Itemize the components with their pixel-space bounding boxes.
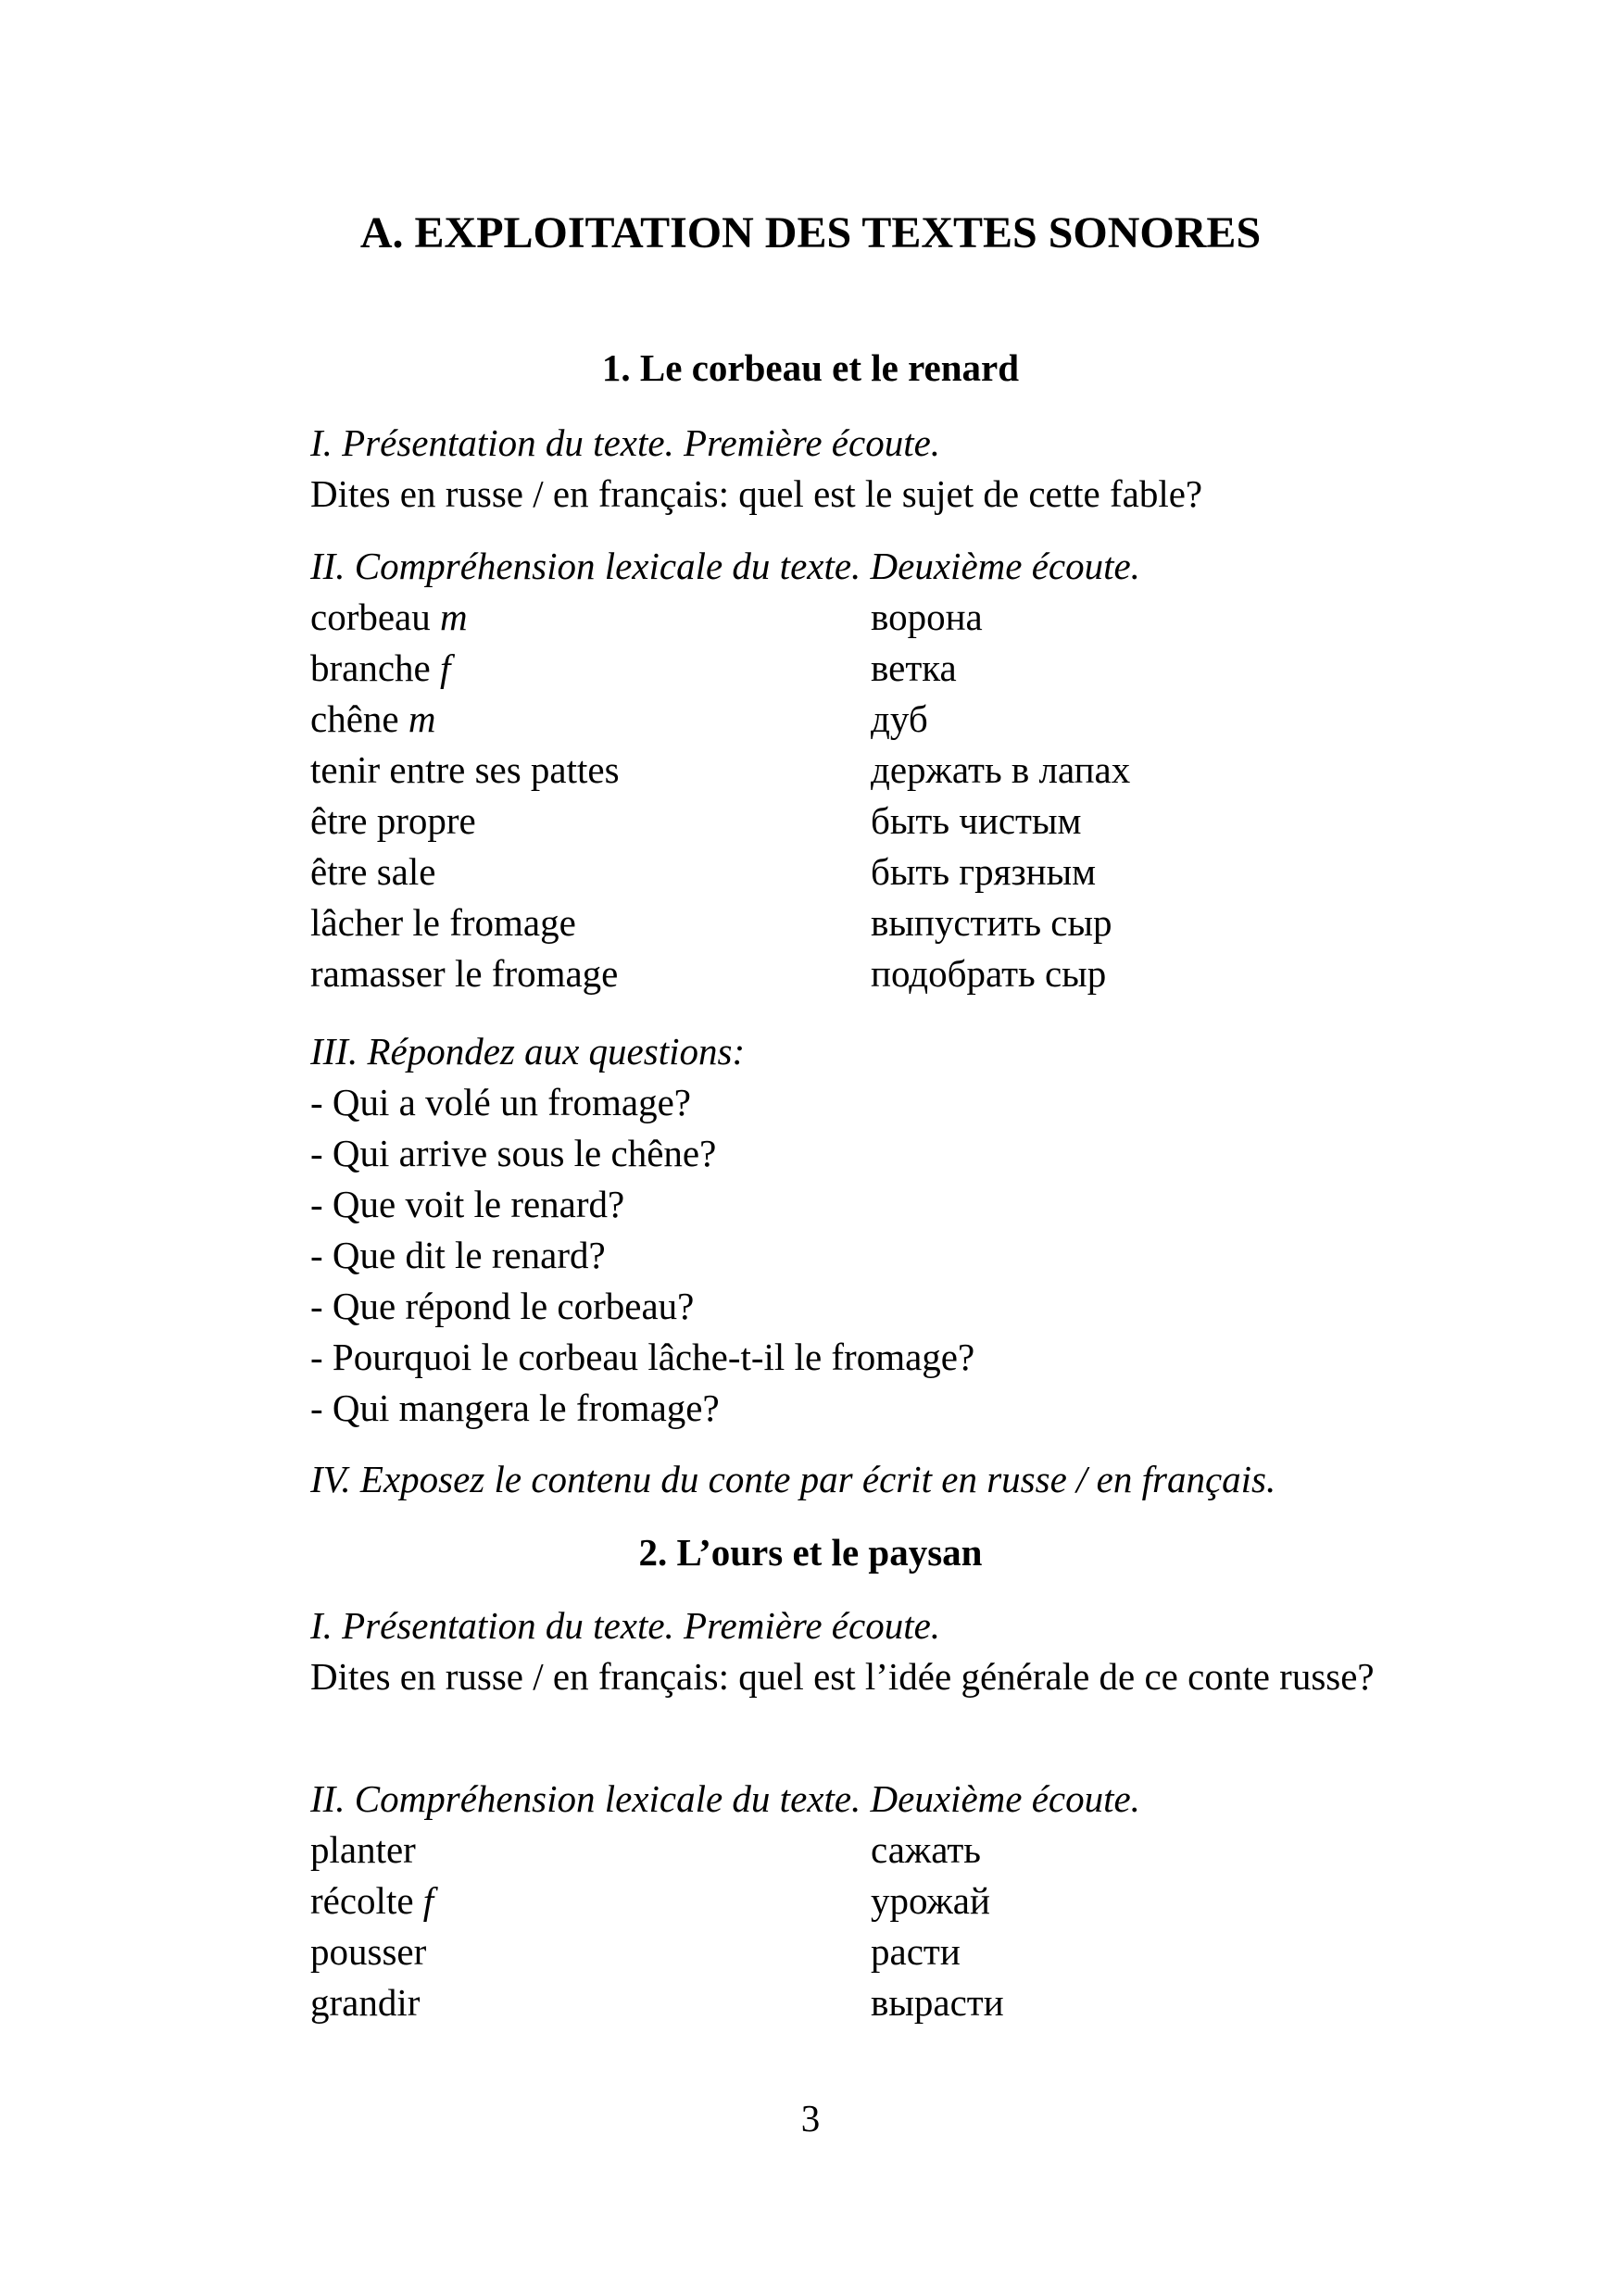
question-item: - Qui a volé un fromage? [310,1081,691,1123]
vocab-russian: вырасти [871,1981,1004,2024]
vocab-french: être sale [310,850,436,893]
vocab-french: récolte [310,1879,414,1922]
section-2-presentation [310,1600,1422,1702]
question-item: - Que voit le renard? [310,1183,625,1225]
vocab-gender: f [422,1879,434,1922]
section-1-lexical [310,541,1422,999]
vocab-row [310,1926,1422,1977]
page-title: A. EXPLOITATION DES TEXTES SONORES [359,208,1262,257]
vocab-row [310,897,1422,948]
vocab-french: tenir entre ses pattes [310,748,620,791]
vocab-row [310,1825,1422,1876]
section-2-lexical [310,1774,1422,2028]
presentation-heading: I. Présentation du texte. Première écoute. [310,1604,941,1647]
vocab-row [310,796,1422,847]
exposition-instruction: IV. Exposez le contenu du conte par écrit en russe / en français. [310,1458,1276,1500]
question-item: - Pourquoi le corbeau lâche-t-il le fromage? [310,1336,975,1378]
question-item: - Que dit le renard? [310,1234,606,1276]
section-1-presentation [310,418,1422,520]
vocab-russian: ветка [871,646,957,689]
question-item: - Que répond le corbeau? [310,1285,695,1327]
vocab-row [310,643,1422,694]
presentation-text: Dites en russe / en français: quel est l’idée générale de ce conte russe? [310,1655,1375,1698]
vocab-list [310,592,1422,999]
section-1-exposition [310,1454,1422,1505]
vocab-russian: дуб [871,697,928,740]
vocab-row [310,1876,1422,1926]
vocab-french: lâcher le fromage [310,901,576,944]
presentation-text: Dites en russe / en français: quel est le sujet de cette fable? [310,472,1203,515]
lexical-heading: II. Compréhension lexicale du texte. Deuxième écoute. [310,1777,1140,1820]
vocab-french: branche [310,646,431,689]
questions-heading: III. Répondez aux questions: [310,1030,746,1073]
question-item: - Qui arrive sous le chêne? [310,1132,717,1174]
vocab-russian: подобрать сыр [871,952,1107,995]
vocab-gender: m [440,596,468,638]
vocab-list [310,1825,1422,2028]
vocab-french: corbeau [310,596,431,638]
vocab-row [310,1977,1422,2028]
vocab-row [310,592,1422,643]
vocab-russian: урожай [871,1879,990,1922]
page-number: 3 [800,2097,821,2139]
vocab-russian: ворона [871,596,983,638]
vocab-gender: f [440,646,451,689]
lexical-heading: II. Compréhension lexicale du texte. Deuxième écoute. [310,545,1140,587]
section-1-questions [310,1026,1422,1434]
vocab-french: pousser [310,1930,427,1973]
section-2-title: 2. L’ours et le paysan [638,1531,983,1574]
vocab-row [310,948,1422,999]
vocab-gender: m [408,697,436,740]
vocab-row [310,745,1422,796]
vocab-russian: быть грязным [871,850,1097,893]
question-item: - Qui mangera le fromage? [310,1386,720,1429]
vocab-russian: сажать [871,1828,981,1871]
vocab-french: planter [310,1828,416,1871]
vocab-french: grandir [310,1981,421,2024]
vocab-row [310,694,1422,745]
vocab-row [310,847,1422,897]
vocab-french: chêne [310,697,399,740]
vocab-french: être propre [310,799,476,842]
section-1-title: 1. Le corbeau et le renard [601,346,1020,389]
presentation-heading: I. Présentation du texte. Première écoute. [310,421,941,464]
vocab-russian: выпустить сыр [871,901,1112,944]
vocab-russian: быть чистым [871,799,1082,842]
vocab-russian: расти [871,1930,961,1973]
vocab-russian: держать в лапах [871,748,1131,791]
vocab-french: ramasser le fromage [310,952,619,995]
